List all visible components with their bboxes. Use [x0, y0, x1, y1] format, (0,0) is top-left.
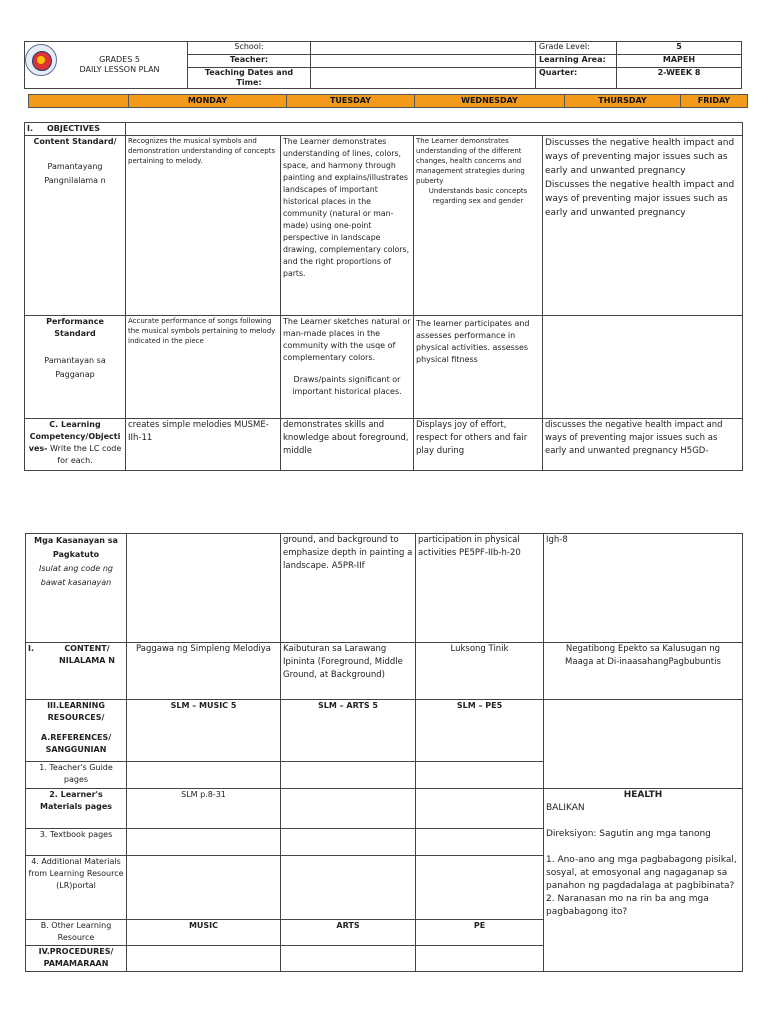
dates-field[interactable]: [311, 68, 536, 89]
content-cell: [26, 643, 127, 700]
health-cell: [544, 789, 743, 972]
content-standard-cell: [25, 136, 126, 316]
additional-materials-label: 4. Additional Materials from Learning Resource (LR)portal: [26, 856, 127, 920]
quarter-value: 2-WEEK 8: [617, 68, 742, 89]
procedures-table: [25, 533, 743, 972]
tb-tuesday: [281, 829, 416, 856]
learning-resources-cell: [26, 700, 127, 762]
learning-resources-label: III.LEARNING RESOURCES/: [47, 701, 105, 722]
teachers-guide-label: 1. Teacher's Guide pages: [26, 762, 127, 789]
cs-monday: Recognizes the musical symbols and demonstration understanding of concepts pertaining to melody.: [126, 136, 281, 316]
textbook-label: 3. Textbook pages: [26, 829, 127, 856]
learning-area-label: Learning Area:: [536, 55, 617, 68]
olr-tuesday: ARTS: [281, 920, 416, 946]
proc-tuesday: [281, 946, 416, 972]
performance-standard-sub: Pamantayan sa Pagganap: [44, 356, 106, 379]
lc-thursday-friday: discusses the negative health impact and ways of preventing major issues such as early and unwanted pregnancy H5GD-: [543, 419, 743, 471]
mga-kasanayan-label: Mga Kasanayan sa Pagkatuto: [34, 536, 118, 559]
ps-wednesday: The learner participates and assesses performance in physical activities. assesses physical fitness: [414, 316, 543, 419]
content-standard-sub: Pamantayang Pangnilalama n: [44, 162, 106, 185]
lc-monday-cont: [127, 534, 281, 643]
lc-tuesday: demonstrates skills and knowledge about foreground, middle: [281, 419, 414, 471]
lm-wednesday: [416, 789, 544, 829]
school-field[interactable]: [311, 42, 536, 55]
quarter-label: Quarter:: [536, 68, 617, 89]
cs-thursday-friday: Discusses the negative health impact and ways of preventing major issues such as early and unwanted pregnancy Discusses the negative health impact and ways of preventing major issues such as early and unwanted pregnancy: [543, 136, 743, 316]
performance-standard-cell: [25, 316, 126, 419]
am-wednesday: [416, 856, 544, 920]
learning-competency-label: C. Learning Competency/Objecti ves-: [28, 420, 121, 453]
content-standard-label: Content Standard/: [33, 137, 117, 146]
tb-monday: [127, 829, 281, 856]
ps-monday: Accurate performance of songs following the musical symbols pertaining to melody indicated in the piece: [126, 316, 281, 419]
learning-competency-sub: Write the LC code for each.: [50, 444, 122, 465]
health-question-2: 2. Naranasan mo na rin ba ang mga pagbabagong ito?: [546, 894, 709, 917]
grade-level-label: Grade Level:: [536, 42, 617, 55]
health-direksiyon: Direksiyon: Sagutin ang mga tanong: [546, 829, 711, 839]
mga-kasanayan-sub: Isulat ang code ng bawat kasanayan: [39, 564, 113, 587]
day-tuesday: TUESDAY: [287, 95, 415, 108]
references-label: A.REFERENCES/ SANGGUNIAN: [40, 733, 112, 754]
content-number: I.: [28, 644, 35, 653]
school-label: School:: [188, 42, 311, 55]
content-label: CONTENT/ NILALAMA N: [59, 644, 115, 665]
day-wednesday: WEDNESDAY: [415, 95, 565, 108]
lc-wednesday-cont: participation in physical activities PE5PF-IIb-h-20: [416, 534, 544, 643]
ps-tuesday-2: Draws/paints significant or important historical places.: [292, 375, 402, 396]
cs-wednesday-cell: [414, 136, 543, 316]
learning-area-value: MAPEH: [617, 55, 742, 68]
health-balikan: BALIKAN: [546, 803, 585, 813]
proc-monday: [127, 946, 281, 972]
learning-competency-cell: [25, 419, 126, 471]
olr-monday: MUSIC: [127, 920, 281, 946]
tg-wednesday: [416, 762, 544, 789]
lm-tuesday: [281, 789, 416, 829]
teacher-label: Teacher:: [188, 55, 311, 68]
lc-thursday-friday-cont: Igh-8: [544, 534, 743, 643]
am-monday: [127, 856, 281, 920]
day-monday: MONDAY: [129, 95, 287, 108]
day-header-strip: [28, 94, 748, 108]
resources-tuesday: SLM – ARTS 5: [281, 700, 416, 762]
lc-wednesday: Displays joy of effort, respect for others and fair play during: [414, 419, 543, 471]
objectives-header-blank: [126, 123, 743, 136]
resources-monday: SLM – MUSIC 5: [127, 700, 281, 762]
tg-monday: [127, 762, 281, 789]
performance-standard-label: Performance Standard: [46, 317, 104, 338]
daily-lesson-plan-label: DAILY LESSON PLAN: [79, 65, 160, 74]
tb-wednesday: [416, 829, 544, 856]
procedures-label: IV.PROCEDURES/ PAMAMARAAN: [26, 946, 127, 972]
health-title: HEALTH: [623, 790, 663, 800]
other-learning-resource-label: B. Other Learning Resource: [26, 920, 127, 946]
health-question-1: 1. Ano-ano ang mga pagbabagong pisikal, sosyal, at emosyonal ang nagaganap sa panahon ng pagdadalaga at pagbibinata?: [546, 855, 737, 891]
objectives-header: [25, 123, 126, 136]
am-tuesday: [281, 856, 416, 920]
learners-materials-label: 2. Learner's Materials pages: [26, 789, 127, 829]
lc-monday: creates simple melodies MUSME-IIh-11: [126, 419, 281, 471]
ps-tuesday-cell: [281, 316, 414, 419]
teacher-field[interactable]: [311, 55, 536, 68]
grades-label: GRADES 5: [99, 55, 140, 64]
ps-tuesday: The Learner sketches natural or man-made places in the community with the usqe of complementary colors.: [283, 317, 411, 362]
header-table: [24, 41, 742, 89]
ps-thursday-friday: [543, 316, 743, 419]
cs-tuesday: The Learner demonstrates understanding of lines, colors, space, and harmony through painting and explains/illustrates landscapes of important historical places in the community (natural or man-made) using one-point perspective in landscape drawing, complementary colors, and the right proportions of parts.: [281, 136, 414, 316]
day-blank: [29, 95, 129, 108]
day-friday: FRIDAY: [681, 95, 748, 108]
objectives-label: OBJECTIVES: [46, 124, 101, 133]
grade-level-value: 5: [617, 42, 742, 55]
lm-monday: SLM p.8-31: [127, 789, 281, 829]
resources-thursday-friday: [544, 700, 743, 789]
cs-wednesday-2: Understands basic concepts regarding sex and gender: [428, 187, 528, 205]
objectives-number: I.: [27, 124, 34, 133]
cs-wednesday: The Learner demonstrates understanding of the different changes, health concerns and management strategies during puberty: [416, 137, 525, 185]
content-monday: Paggawa ng Simpleng Melodiya: [127, 643, 281, 700]
olr-wednesday: PE: [416, 920, 544, 946]
resources-wednesday: SLM – PE5: [416, 700, 544, 762]
content-tuesday: Kaibuturan sa Larawang Ipininta (Foreground, Middle Ground, at Background): [281, 643, 416, 700]
header-title-cell: [25, 42, 188, 89]
tg-tuesday: [281, 762, 416, 789]
dates-label: Teaching Dates and Time:: [188, 68, 311, 89]
mga-kasanayan-cell: [26, 534, 127, 643]
objectives-table: [24, 122, 743, 471]
content-wednesday: Luksong Tinik: [416, 643, 544, 700]
day-thursday: THURSDAY: [565, 95, 681, 108]
content-thursday-friday: Negatibong Epekto sa Kalusugan ng Maaga at Di-inaasahangPagbubuntis: [544, 643, 743, 700]
proc-wednesday: [416, 946, 544, 972]
lc-tuesday-cont: ground, and background to emphasize depth in painting a landscape. A5PR-IIf: [281, 534, 416, 643]
